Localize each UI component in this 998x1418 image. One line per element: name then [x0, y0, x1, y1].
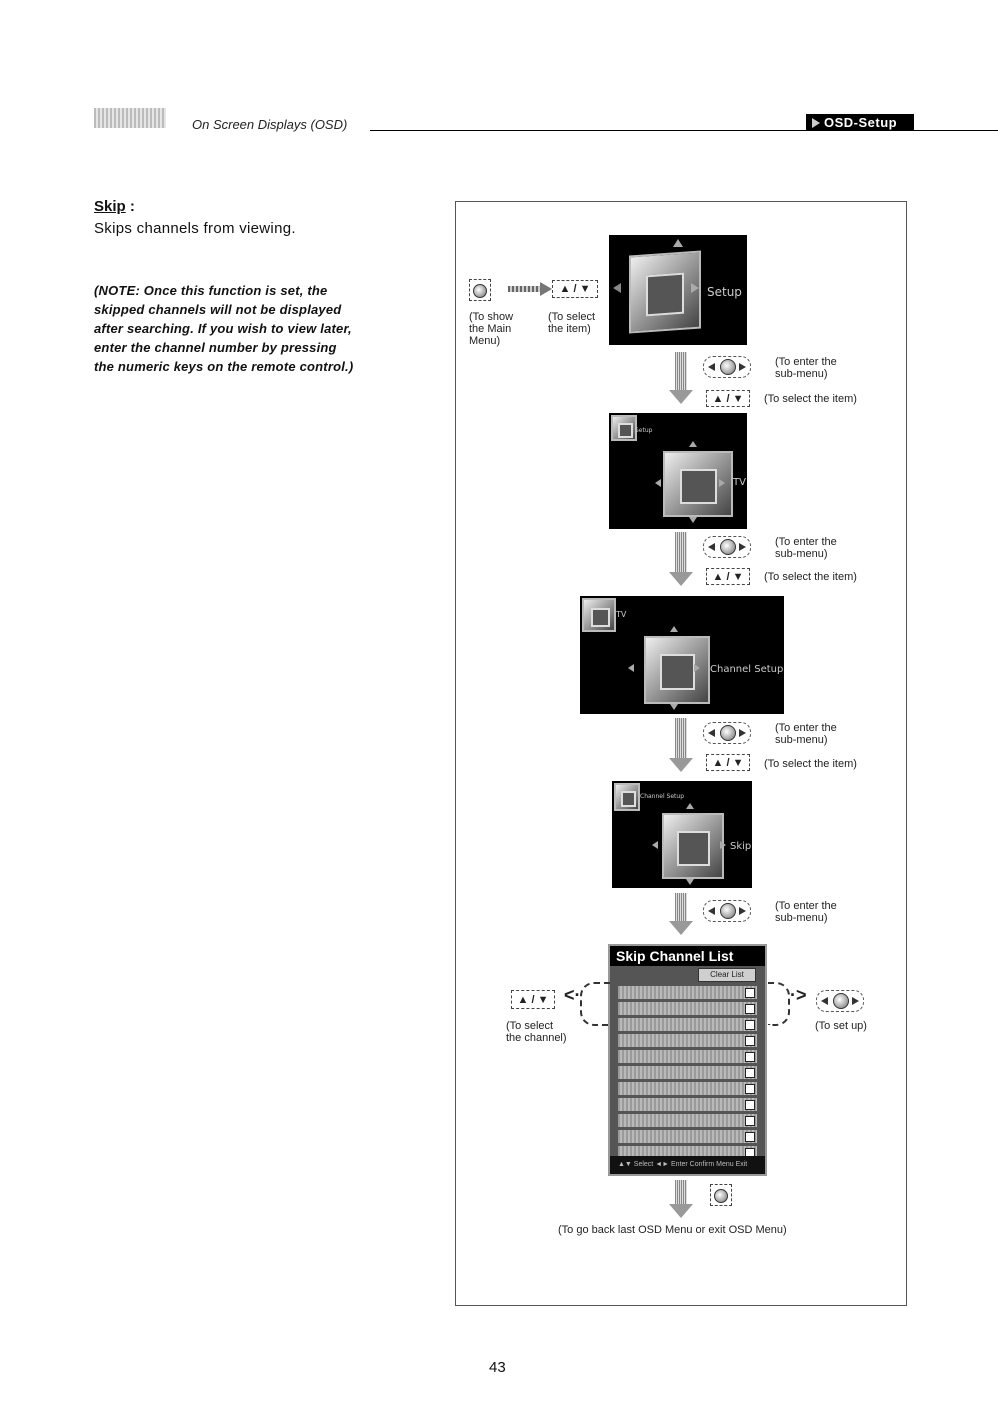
caption-enter-submenu: [775, 900, 837, 924]
header-section-title: On Screen Displays (OSD): [192, 117, 348, 132]
left-arrow-icon: [628, 664, 634, 672]
bracket-right-icon: [768, 982, 790, 1026]
down-arrow-icon: [670, 1180, 692, 1220]
menu-key-icon: [710, 1184, 732, 1206]
caption-line: (To select: [506, 1020, 554, 1032]
channel-row[interactable]: [618, 1130, 757, 1143]
caption-line: sub-menu): [775, 734, 828, 746]
caption-select-channel: [506, 1020, 567, 1044]
left-enter-right-key-icon: [703, 722, 751, 744]
channel-row[interactable]: [618, 1050, 757, 1063]
left-arrow-icon: [655, 479, 661, 487]
updown-key-icon: ▲ / ▼: [706, 390, 750, 407]
left-arrow-icon: [652, 841, 658, 849]
osd-screen-tv: [609, 413, 747, 529]
screen-side-label: Setup: [707, 285, 742, 299]
dashed-arrow-left-icon: <·: [564, 985, 581, 1005]
osd-screen-channel-setup: [580, 596, 784, 714]
left-enter-right-key-icon: [703, 356, 751, 378]
heading-suffix: :: [125, 198, 135, 215]
caption-line: (To enter the: [775, 536, 837, 548]
header-logo: [94, 108, 166, 128]
screen-side-label: Channel Setup: [710, 664, 784, 675]
menu-cube-icon: [644, 636, 710, 704]
caption-go-back: (To go back last OSD Menu or exit OSD Menu): [558, 1224, 787, 1236]
down-arrow-icon: [670, 704, 678, 710]
skip-list-title: Skip Channel List: [610, 946, 765, 966]
page-number: 43: [489, 1359, 506, 1376]
dashed-arrow-right-icon: ·>: [790, 985, 807, 1005]
left-enter-right-key-icon: [816, 990, 864, 1012]
channel-row[interactable]: [618, 1082, 757, 1095]
skip-checkbox[interactable]: [745, 1052, 755, 1062]
skip-checkbox[interactable]: [745, 1132, 755, 1142]
right-arrow-icon: [691, 283, 699, 293]
screen-side-label: TV: [733, 477, 746, 488]
skip-checkbox[interactable]: [745, 1020, 755, 1030]
badge-arrow-icon: [812, 118, 820, 128]
caption-enter-submenu: [775, 722, 837, 746]
channel-row[interactable]: [618, 1066, 757, 1079]
down-arrow-icon: [686, 879, 694, 885]
skip-channel-list-screen: [608, 944, 767, 1176]
screen-corner-label: Setup: [635, 427, 653, 434]
clear-list-button[interactable]: Clear List: [698, 968, 756, 982]
updown-key-icon: ▲ / ▼: [511, 990, 555, 1009]
caption-select-item: (To select the item): [764, 393, 857, 405]
channel-row[interactable]: [618, 986, 757, 999]
note-line: after searching. If you wish to view later,: [94, 321, 352, 336]
caption-line: sub-menu): [775, 368, 828, 380]
osd-screen-skip: [612, 781, 752, 888]
channel-row[interactable]: [618, 1098, 757, 1111]
caption-line: Menu): [469, 335, 501, 347]
skip-checkbox[interactable]: [745, 1004, 755, 1014]
bracket-left-icon: [580, 982, 610, 1026]
caption-line: (To enter the: [775, 356, 837, 368]
note-line: the numeric keys on the remote control.): [94, 359, 354, 374]
caption-line: (To select: [548, 311, 596, 323]
note-line: (NOTE: Once this function is set, the: [94, 283, 328, 298]
screen-corner-label: TV: [616, 610, 627, 619]
down-arrow-icon: [670, 352, 692, 408]
note-line: skipped channels will not be displayed: [94, 302, 342, 317]
updown-key-icon: ▲ / ▼: [552, 280, 598, 298]
skip-checkbox[interactable]: [745, 1068, 755, 1078]
badge-label: OSD-Setup: [824, 115, 898, 130]
caption-line: sub-menu): [775, 548, 828, 560]
skip-checkbox[interactable]: [745, 1116, 755, 1126]
mini-cube-icon: [582, 598, 616, 632]
down-arrow-icon: [670, 718, 692, 776]
caption-line: the item): [548, 323, 591, 335]
channel-row[interactable]: [618, 1114, 757, 1127]
left-arrow-icon: [613, 283, 621, 293]
channel-row[interactable]: [618, 1018, 757, 1031]
down-arrow-icon: [689, 517, 697, 523]
caption-line: (To enter the: [775, 722, 837, 734]
mini-cube-icon: [614, 783, 640, 811]
caption-select-item: (To select the item): [764, 571, 857, 583]
flow-arrow: [508, 286, 542, 292]
caption-enter-submenu: [775, 536, 837, 560]
up-arrow-icon: [673, 239, 683, 247]
skip-list-footer: ▲▼ Select ◄► Enter Confirm Menu Exit: [610, 1156, 765, 1174]
flow-arrowhead-icon: [540, 282, 552, 296]
left-enter-right-key-icon: [703, 900, 751, 922]
section-description: Skips channels from viewing.: [94, 220, 296, 237]
osd-screen-setup: [609, 235, 747, 345]
updown-key-icon: ▲ / ▼: [706, 754, 750, 771]
caption-line: (To enter the: [775, 900, 837, 912]
channel-row[interactable]: [618, 1034, 757, 1047]
caption-line: the channel): [506, 1032, 567, 1044]
updown-key-icon: ▲ / ▼: [706, 568, 750, 585]
skip-checkbox[interactable]: [745, 1084, 755, 1094]
caption-select-item: (To select the item): [764, 758, 857, 770]
menu-cube-icon: [662, 813, 724, 879]
caption-line: (To show: [469, 311, 514, 323]
menu-key-icon: [469, 279, 491, 301]
down-arrow-icon: [670, 893, 692, 939]
left-enter-right-key-icon: [703, 536, 751, 558]
right-arrow-icon: [694, 664, 700, 672]
right-arrow-icon: [719, 479, 725, 487]
up-arrow-icon: [686, 803, 694, 809]
caption-line: the Main: [469, 323, 512, 335]
screen-corner-label: Channel Setup: [640, 793, 685, 800]
down-arrow-icon: [670, 532, 692, 590]
right-arrow-icon: [720, 841, 726, 849]
skip-checkbox[interactable]: [745, 1036, 755, 1046]
caption-select-item-top: [548, 311, 595, 335]
skip-checkbox[interactable]: [745, 988, 755, 998]
caption-set-up: (To set up): [815, 1020, 867, 1032]
up-arrow-icon: [670, 626, 678, 632]
note-block: [94, 281, 414, 376]
caption-show-menu: [469, 311, 513, 347]
screen-side-label: Skip: [730, 841, 752, 852]
section-heading: [94, 198, 135, 215]
caption-line: sub-menu): [775, 912, 828, 924]
channel-row[interactable]: [618, 1002, 757, 1015]
skip-checkbox[interactable]: [745, 1100, 755, 1110]
heading-text: Skip: [94, 198, 126, 215]
mini-cube-icon: [611, 415, 637, 441]
header-badge: [806, 114, 914, 131]
caption-enter-submenu: [775, 356, 837, 380]
up-arrow-icon: [689, 441, 697, 447]
note-line: enter the channel number by pressing: [94, 340, 337, 355]
